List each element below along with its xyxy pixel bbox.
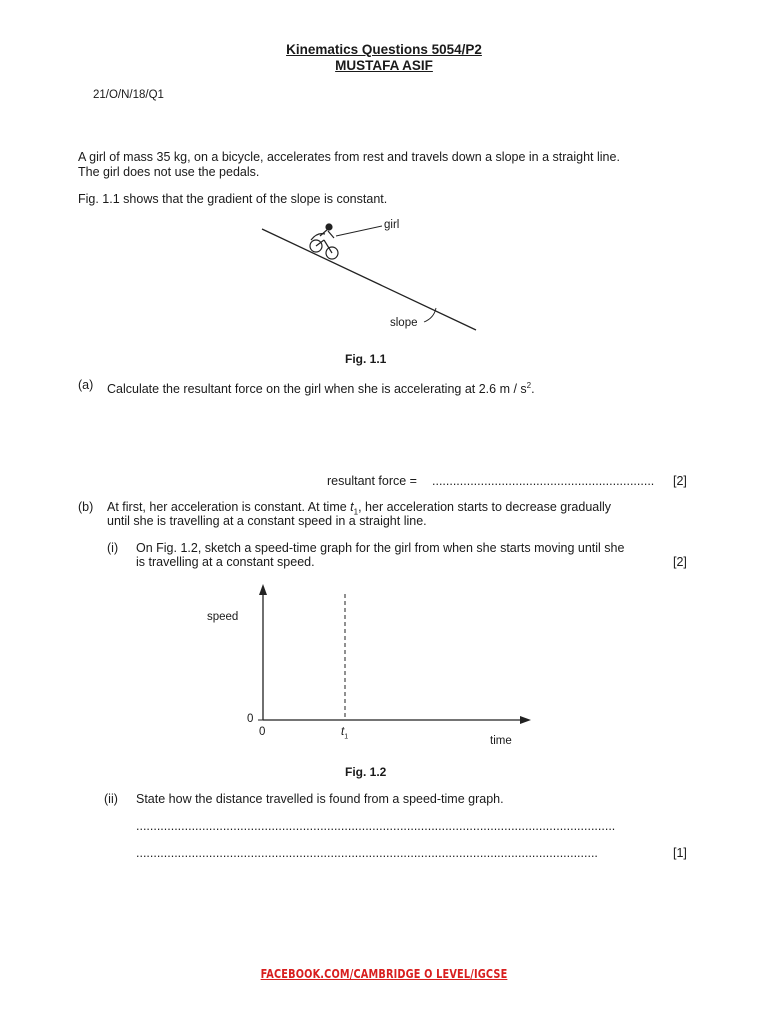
- resultant-force-label: resultant force =: [327, 474, 417, 488]
- part-a-marks: [2]: [673, 474, 687, 488]
- part-b-marker: (b): [78, 500, 94, 514]
- part-b-ii-marker: (ii): [104, 792, 118, 806]
- girl-pointer: [336, 226, 382, 236]
- time-axis-label: time: [490, 735, 512, 747]
- girl-label: girl: [384, 219, 400, 231]
- facebook-link[interactable]: FACEBOOK.COM/CAMBRIDGE O LEVEL/IGCSE: [260, 966, 508, 981]
- part-b-ii-question: State how the distance travelled is found from a speed-time graph.: [136, 792, 504, 806]
- t1-label: $t_1$: [341, 726, 349, 741]
- page-title: Kinematics Questions 5054/P2: [286, 42, 482, 57]
- part-a-question: Calculate the resultant force on the girl when she is accelerating at 2.6 m / $s^2$.: [107, 381, 535, 397]
- intro-line-1: A girl of mass 35 kg, on a bicycle, accelerates from rest and travels down a slope in a straight line.: [78, 150, 620, 164]
- figure-1-2-caption: Fig. 1.2: [345, 765, 387, 779]
- part-b-i-marker: (i): [107, 541, 119, 555]
- x-zero-label: 0: [259, 726, 266, 738]
- intro-line-3: Fig. 1.1 shows that the gradient of the slope is constant.: [78, 192, 388, 206]
- part-b-i-marks: [2]: [673, 555, 687, 569]
- intro-line-2: The girl does not use the pedals.: [78, 165, 260, 179]
- speed-axis-label: speed: [207, 611, 239, 623]
- part-b-line-1: At first, her acceleration is constant. At time $t_1$, her acceleration starts to decrease gradually: [107, 500, 612, 517]
- slope-label: slope: [390, 317, 418, 329]
- answer-line-2[interactable]: .....................................................................................................................................: [136, 846, 598, 860]
- resultant-force-answer-line[interactable]: ................................................................: [432, 474, 655, 488]
- slope-line: [262, 229, 476, 330]
- time-axis: [263, 716, 531, 724]
- question-code: 21/O/N/18/Q1: [93, 89, 164, 101]
- part-b-line-2: until she is travelling at a constant speed in a straight line.: [107, 514, 427, 528]
- part-a-marker: (a): [78, 378, 94, 392]
- speed-axis: [259, 584, 267, 720]
- answer-line-1[interactable]: ..........................................................................................................................................: [136, 819, 616, 833]
- author-name: MUSTAFA ASIF: [335, 58, 433, 73]
- part-b-i-line-1: On Fig. 1.2, sketch a speed-time graph for the girl from when she starts moving until she: [136, 541, 625, 555]
- part-b-i-line-2: is travelling at a constant speed.: [136, 555, 315, 569]
- figure-1-1-caption: Fig. 1.1: [345, 352, 387, 366]
- part-b-ii-marks: [1]: [673, 846, 687, 860]
- y-zero-label: 0: [247, 713, 254, 725]
